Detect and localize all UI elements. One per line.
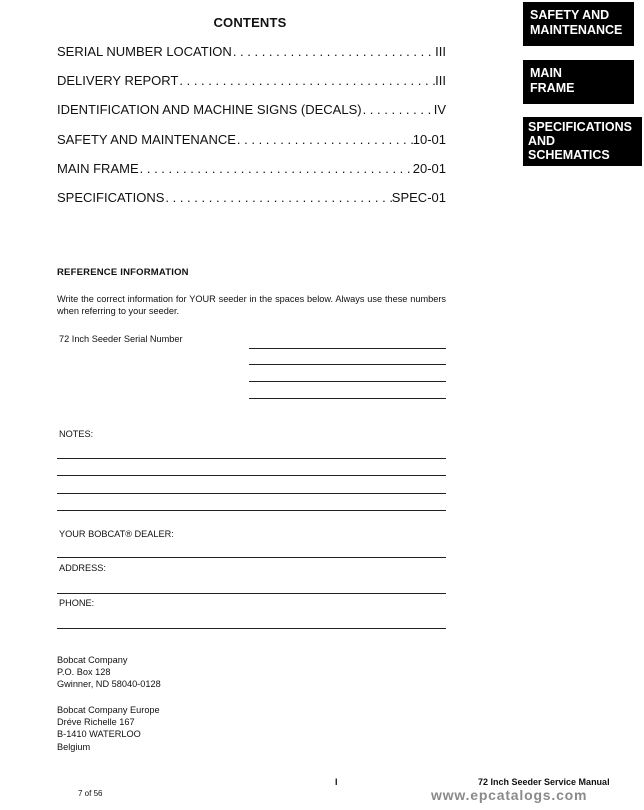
company-address-us xyxy=(57,654,161,691)
toc-entry-label: SPECIFICATIONS xyxy=(57,189,165,205)
notes-line[interactable] xyxy=(57,493,446,494)
company-address-eu xyxy=(57,704,160,753)
serial-number-label: 72 Inch Seeder Serial Number xyxy=(59,334,183,344)
section-tab-safety-maintenance[interactable]: SAFETY AND MAINTENANCE xyxy=(523,2,644,46)
phone-line[interactable] xyxy=(57,628,446,629)
company-us-city: Gwinner, ND 58040-0128 xyxy=(57,679,161,690)
serial-number-line[interactable] xyxy=(249,398,446,399)
toc-entry-page: SPEC-01 xyxy=(391,189,446,205)
company-eu-street: Dréve Richelle 167 xyxy=(57,717,135,728)
notes-line[interactable] xyxy=(57,475,446,476)
page-count: 7 of 56 xyxy=(78,789,103,798)
toc-dot-leader xyxy=(232,44,435,59)
notes-line[interactable] xyxy=(57,458,446,459)
toc-entry-label: MAIN FRAME xyxy=(57,160,139,176)
toc-entry-page: III xyxy=(435,44,446,59)
toc-entry-page: IV xyxy=(433,102,446,118)
address-line[interactable] xyxy=(57,593,446,594)
toc-entry-page: 20-01 xyxy=(412,160,446,176)
phone-label: PHONE: xyxy=(59,598,95,608)
manual-title: 72 Inch Seeder Service Manual xyxy=(478,777,610,787)
toc-entry-label: IDENTIFICATION AND MACHINE SIGNS (DECALS) xyxy=(57,102,362,118)
notes-line[interactable] xyxy=(57,510,446,511)
toc-entry-label: DELIVERY REPORT xyxy=(57,73,179,89)
toc-entry-specifications[interactable] xyxy=(57,190,446,219)
page-title: CONTENTS xyxy=(213,15,287,30)
page-number: I xyxy=(335,777,338,787)
company-eu-name: Bobcat Company Europe xyxy=(57,705,160,715)
dealer-label: YOUR BOBCAT® DEALER: xyxy=(59,529,174,539)
toc-dot-leader xyxy=(236,132,413,147)
notes-label: NOTES: xyxy=(59,429,94,439)
toc-dot-leader xyxy=(164,190,391,205)
toc-entry-label: SAFETY AND MAINTENANCE xyxy=(57,131,236,147)
serial-number-line[interactable] xyxy=(249,348,446,349)
toc-entry-safety-maintenance[interactable] xyxy=(57,132,446,161)
section-tab-specifications[interactable]: SPECIFICATIONS AND SCHEMATICS xyxy=(523,117,644,166)
reference-heading: REFERENCE INFORMATION xyxy=(57,267,189,278)
reference-instructions: Write the correct information for YOUR seeder in the spaces below. Always use these numbers when referring to your seeder. xyxy=(57,294,446,316)
toc-entry-serial-number-location[interactable] xyxy=(57,44,446,73)
company-eu-city: B-1410 WATERLOO xyxy=(57,729,141,740)
serial-number-line[interactable] xyxy=(249,364,446,365)
section-tab-main-frame[interactable]: MAIN FRAME xyxy=(523,60,644,104)
toc-entry-main-frame[interactable] xyxy=(57,161,446,190)
toc-entry-page: 10-01 xyxy=(412,131,446,147)
toc-dot-leader xyxy=(362,102,434,117)
table-of-contents xyxy=(57,44,446,219)
toc-entry-identification-signs[interactable] xyxy=(57,102,446,131)
toc-dot-leader xyxy=(139,161,413,176)
toc-entry-page: III xyxy=(435,73,446,89)
watermark-text: www.epcatalogs.com xyxy=(431,787,588,803)
company-us-po-box: P.O. Box 128 xyxy=(57,667,111,678)
toc-entry-label: SERIAL NUMBER LOCATION xyxy=(57,44,232,59)
toc-entry-delivery-report[interactable] xyxy=(57,73,446,102)
toc-dot-leader xyxy=(178,73,435,88)
address-label: ADDRESS: xyxy=(59,563,106,573)
dealer-line[interactable] xyxy=(57,557,446,558)
serial-number-line[interactable] xyxy=(249,381,446,382)
company-us-name: Bobcat Company xyxy=(57,655,128,665)
company-eu-country: Belgium xyxy=(57,741,91,752)
